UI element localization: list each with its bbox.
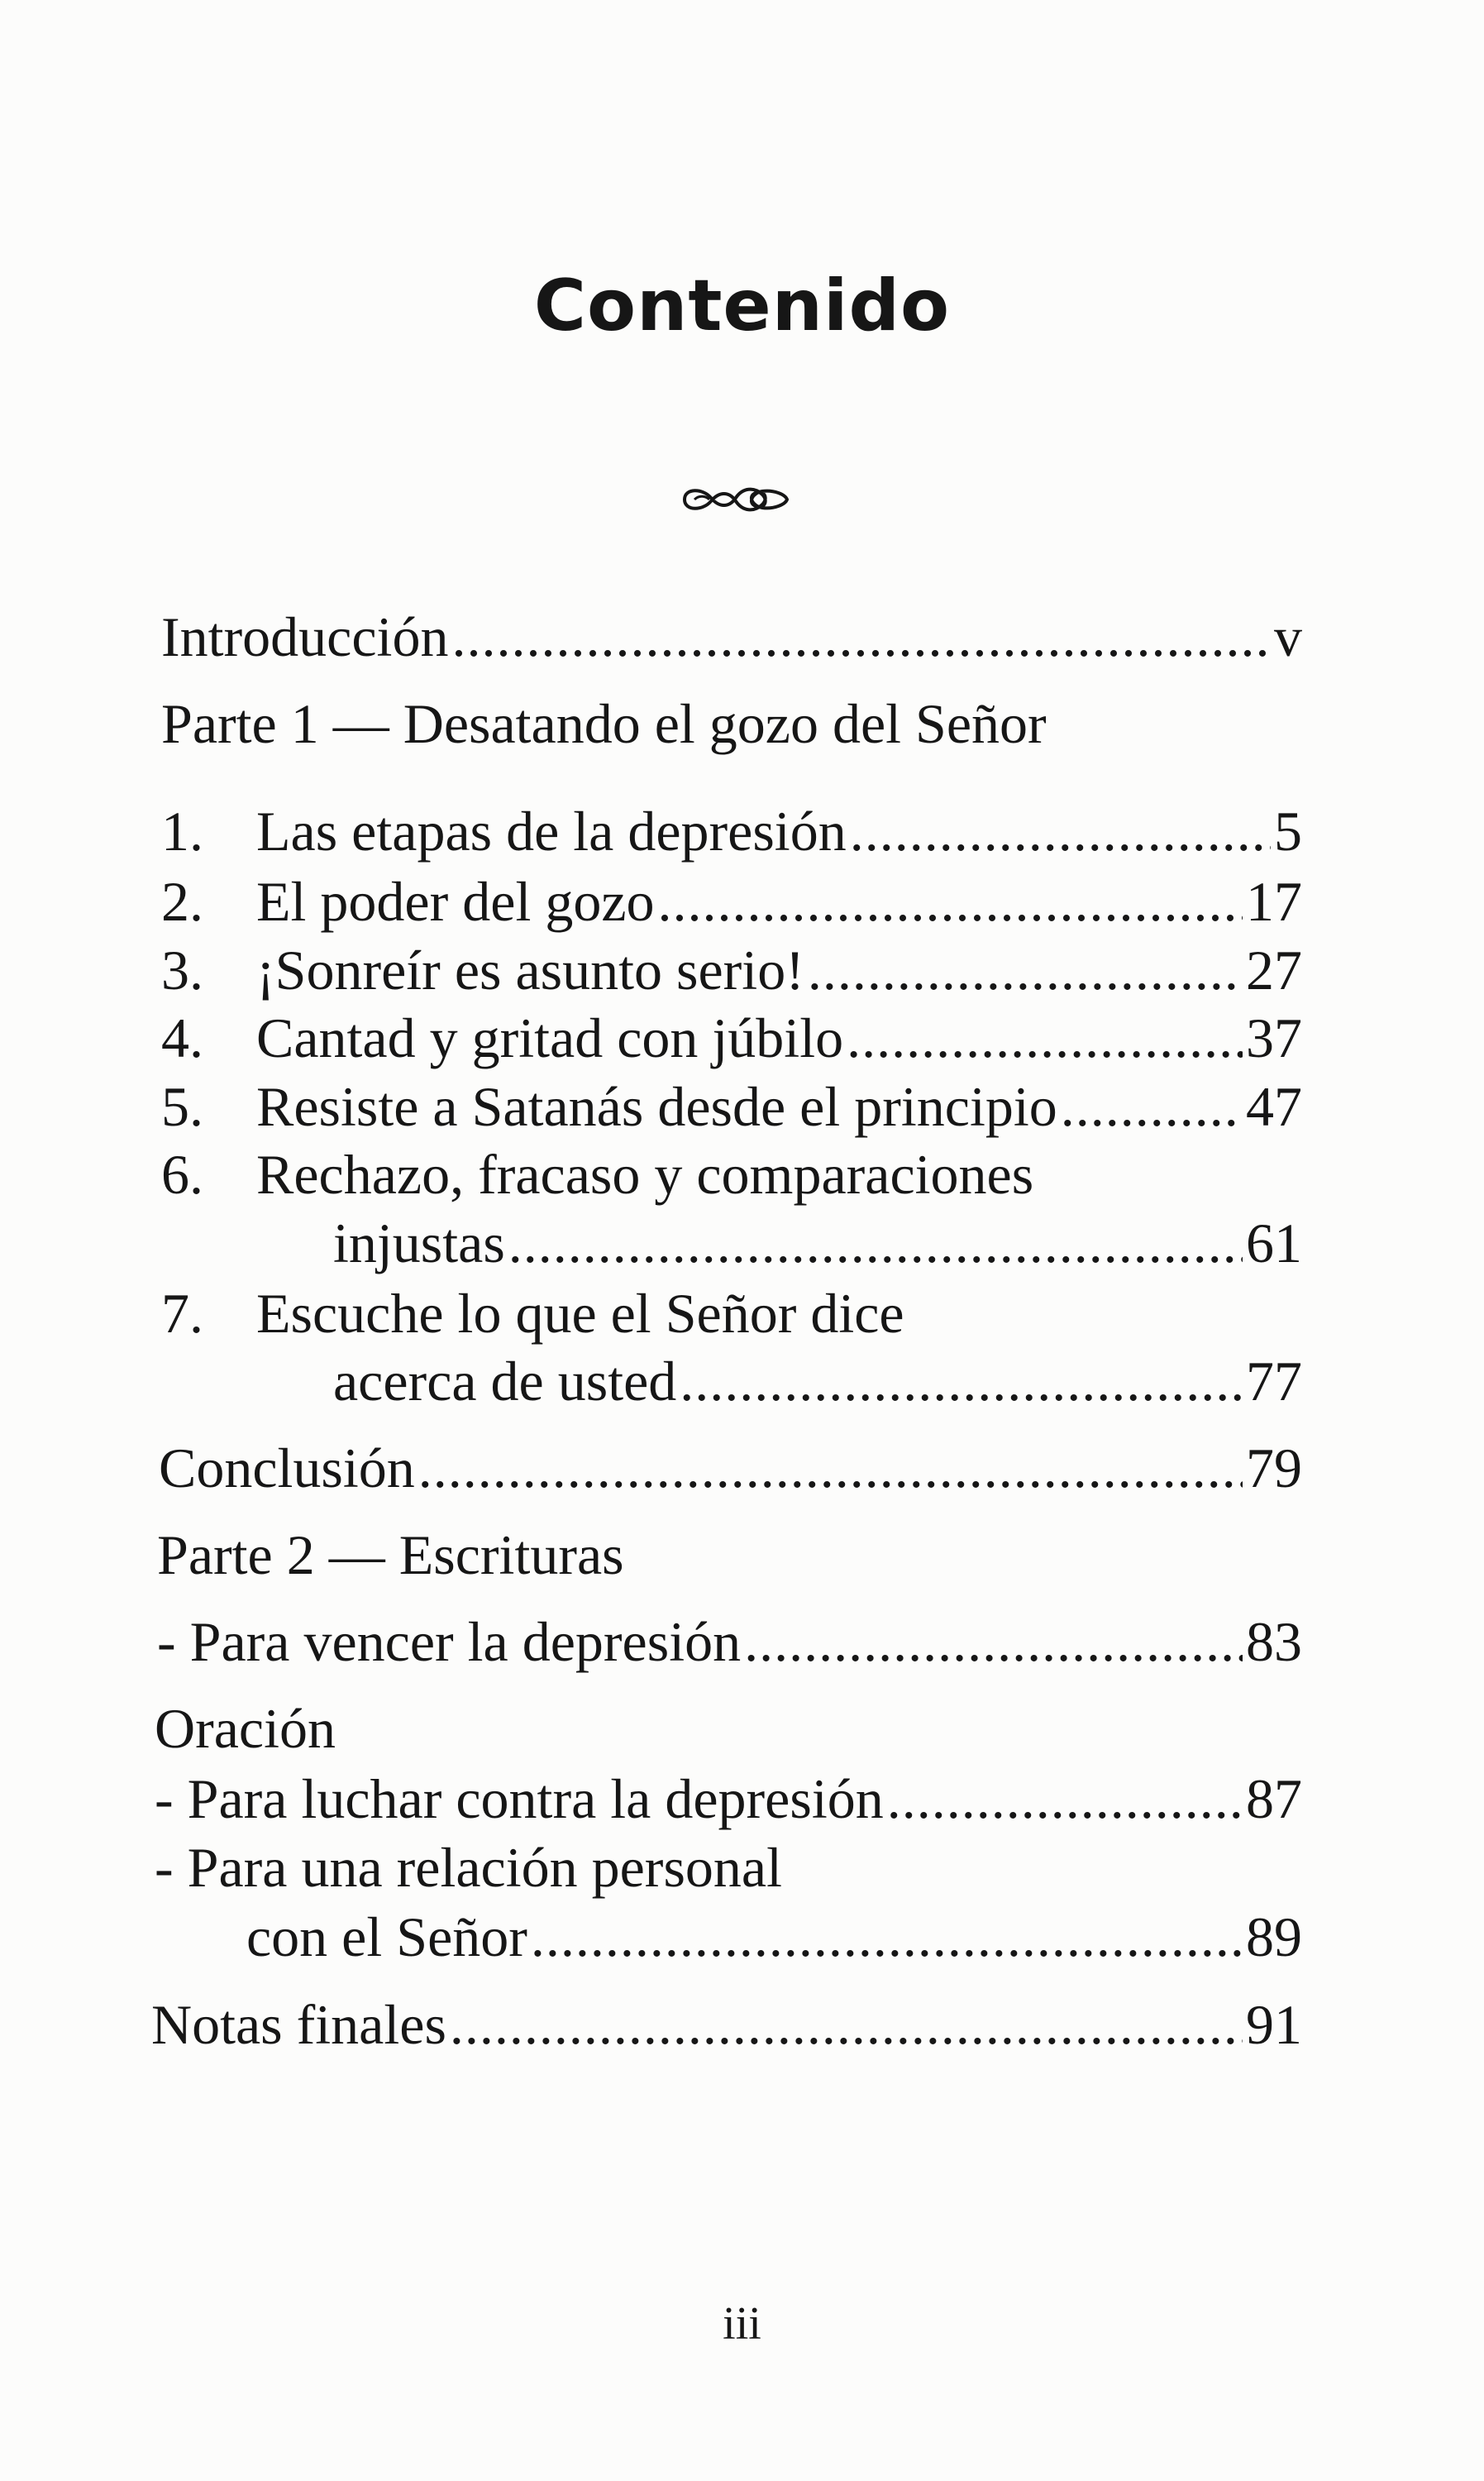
- dot-leader: [451, 604, 1271, 670]
- toc-entry-label: Introducción: [161, 605, 449, 668]
- toc-entry-chapter-4[interactable]: [161, 1005, 1302, 1071]
- dot-leader: [508, 1210, 1243, 1276]
- toc-entry-label: Rechazo, fracaso y comparaciones: [256, 1143, 1034, 1206]
- chapter-number: 7.: [161, 1282, 203, 1345]
- dot-leader: [744, 1609, 1243, 1675]
- toc-page-number: 17: [1246, 870, 1302, 933]
- dot-leader: [1061, 1073, 1243, 1140]
- toc-entry-label: Conclusión: [159, 1436, 415, 1499]
- chapter-number: 5.: [161, 1075, 203, 1138]
- toc-entry-label: Las etapas de la depresión: [256, 800, 847, 863]
- toc-entry-prayer-depression[interactable]: [155, 1766, 1302, 1832]
- toc-entry-chapter-3[interactable]: [161, 937, 1302, 1003]
- toc-page-number: 87: [1246, 1767, 1302, 1830]
- toc-page-number: 5: [1274, 800, 1302, 863]
- section-heading-oracion: Oración: [155, 1697, 336, 1760]
- toc-entry-conclusion[interactable]: [159, 1435, 1302, 1501]
- toc-entry-chapter-6-line-2[interactable]: [333, 1210, 1302, 1276]
- toc-entry-label: Notas finales: [151, 1993, 446, 2056]
- toc-entry-chapter-5[interactable]: [161, 1073, 1302, 1140]
- chapter-number: 1.: [161, 800, 203, 863]
- dot-leader: [450, 1991, 1243, 2058]
- toc-entry-chapter-7-line-2[interactable]: [333, 1348, 1302, 1414]
- toc-page-number: 37: [1246, 1006, 1302, 1069]
- toc-page-number: 83: [1246, 1610, 1302, 1673]
- dot-leader: [847, 1005, 1243, 1071]
- toc-page-number: 91: [1246, 1993, 1302, 2056]
- toc-entry-chapter-2[interactable]: [161, 868, 1302, 935]
- toc-page-number: 89: [1246, 1905, 1302, 1968]
- dot-leader: [808, 937, 1243, 1003]
- toc-entry-label: injustas: [333, 1212, 505, 1274]
- flourish-ornament-icon: [678, 473, 794, 523]
- toc-entry-label: con el Señor: [246, 1905, 527, 1968]
- part-heading-2: Parte 2 — Escrituras: [157, 1523, 624, 1586]
- toc-entry-label: acerca de usted: [333, 1350, 677, 1413]
- page-title: Contenido: [533, 265, 951, 347]
- toc-entry-label: - Para luchar contra la depresión: [155, 1767, 884, 1830]
- toc-entry-chapter-7-line-1[interactable]: [161, 1280, 904, 1346]
- toc-entry-introduccion[interactable]: [161, 604, 1302, 670]
- toc-entry-label: ¡Sonreír es asunto serio!: [256, 939, 804, 1001]
- part-heading-1: Parte 1 — Desatando el gozo del Señor: [161, 692, 1047, 755]
- toc-page-number: 27: [1246, 939, 1302, 1001]
- chapter-number: 6.: [161, 1143, 203, 1206]
- toc-page-number: 79: [1246, 1436, 1302, 1499]
- chapter-number: 3.: [161, 939, 203, 1001]
- dot-leader: [680, 1348, 1243, 1414]
- toc-entry-label: Resiste a Satanás desde el principio: [256, 1075, 1057, 1138]
- toc-entry-chapter-1[interactable]: [161, 798, 1302, 864]
- chapter-number: 4.: [161, 1006, 203, 1069]
- toc-entry-prayer-relationship-line-2[interactable]: [246, 1904, 1302, 1970]
- toc-entry-prayer-relationship-line-1[interactable]: - Para una relación personal: [155, 1836, 782, 1899]
- toc-entry-chapter-6-line-1[interactable]: [161, 1141, 1033, 1207]
- dot-leader: [850, 798, 1271, 864]
- dot-leader: [658, 868, 1243, 935]
- dot-leader: [531, 1904, 1243, 1970]
- toc-entry-label: El poder del gozo: [256, 870, 655, 933]
- toc-page-number: 77: [1246, 1350, 1302, 1413]
- page-folio: iii: [723, 2298, 761, 2350]
- toc-entry-label: - Para vencer la depresión: [157, 1610, 742, 1673]
- toc-entry-scripture-depression[interactable]: [157, 1609, 1302, 1675]
- toc-page-number: v: [1274, 605, 1302, 668]
- toc-page-number: 47: [1246, 1075, 1302, 1138]
- dot-leader: [418, 1435, 1243, 1501]
- dot-leader: [887, 1766, 1243, 1832]
- toc-page-number: 61: [1246, 1212, 1302, 1274]
- chapter-number: 2.: [161, 870, 203, 933]
- toc-entry-notas-finales[interactable]: [151, 1991, 1302, 2058]
- toc-entry-label: Escuche lo que el Señor dice: [256, 1282, 904, 1345]
- toc-entry-label: Cantad y gritad con júbilo: [256, 1006, 844, 1069]
